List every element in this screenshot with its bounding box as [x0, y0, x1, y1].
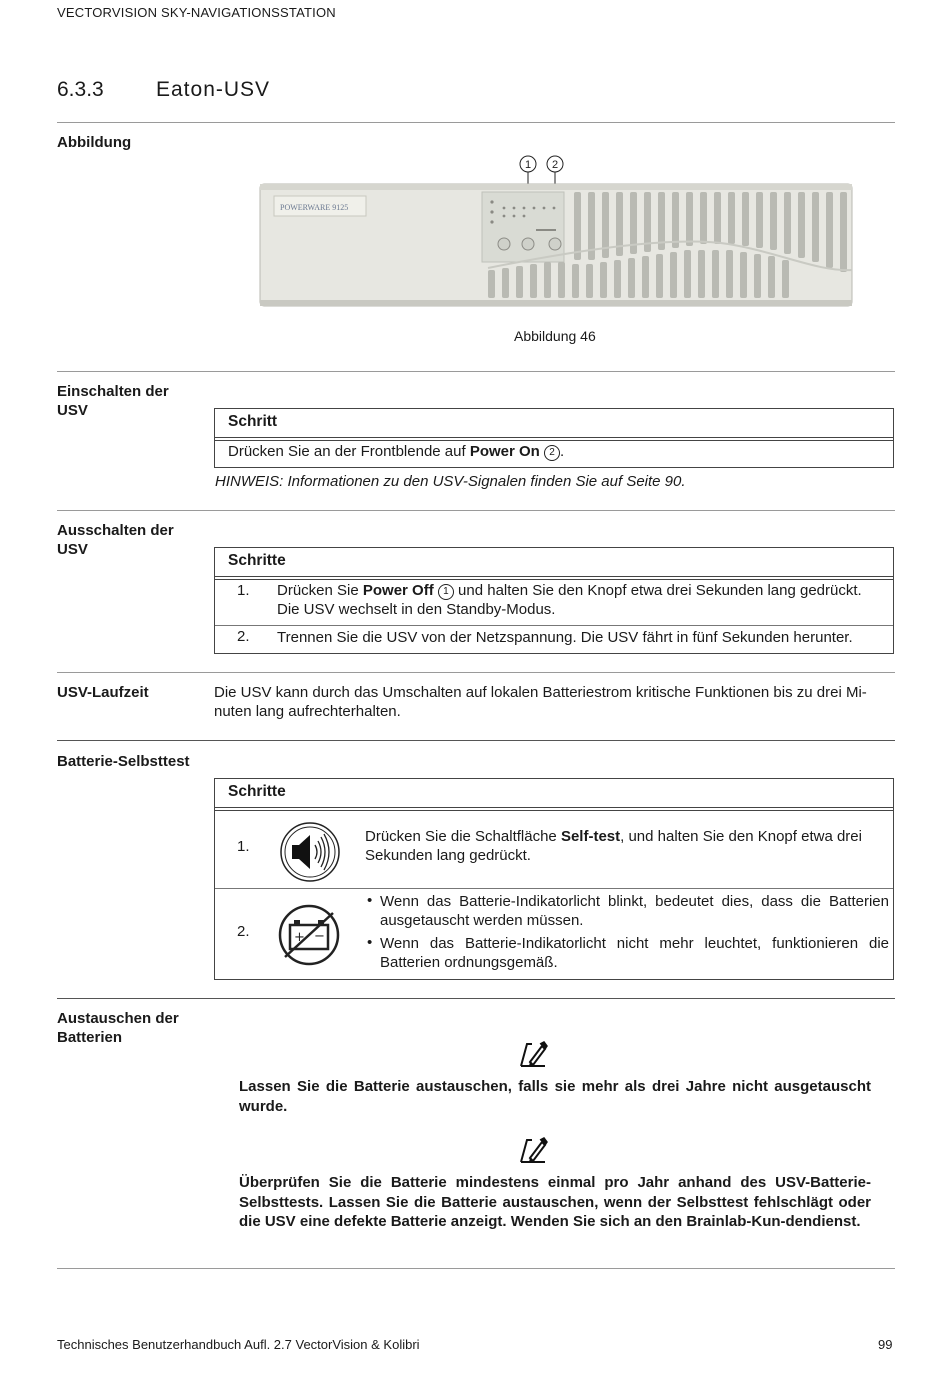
- ups-front-panel-image: [258, 152, 858, 312]
- selftest-table: [214, 778, 894, 980]
- power-off-table: [214, 547, 894, 654]
- replace-label: Austauschen der Batterien: [57, 1010, 179, 1046]
- table-header: Schritt: [228, 413, 278, 430]
- selftest-bullet-1: Wenn das Batterie-Indikatorlicht blinkt, bedeutet dies, dass die Batterien ausgetauscht werden müssen.: [380, 893, 889, 929]
- section-title: Eaton-USV: [156, 78, 271, 101]
- power-off-step-1: Drücken Sie Power Off 1 und halten Sie den Knopf etwa drei Sekunden lang gedrückt. Die USV wechselt in den Standby-Modus.: [277, 582, 862, 618]
- selftest-label: Batterie-Selbsttest: [57, 753, 190, 770]
- step-number: 1.: [237, 838, 250, 855]
- callout-1-text: 1: [524, 159, 532, 171]
- runtime-text: Die USV kann durch das Umschalten auf lokalen Batteriestrom kritische Funktionen bis zu drei Mi- nuten lang aufrechterhalten.: [214, 684, 867, 720]
- note-pencil-icon: [518, 1040, 548, 1068]
- bullet-marker: •: [367, 892, 373, 909]
- step-number: 2.: [237, 628, 250, 645]
- step-number: 1.: [237, 582, 250, 599]
- footer-title: Technisches Benutzerhandbuch Aufl. 2.7 VectorVision & Kolibri: [57, 1337, 420, 1352]
- divider: [57, 122, 895, 123]
- figure-caption: Abbildung 46: [514, 328, 596, 344]
- battery-icon: [277, 903, 341, 967]
- power-off-step-2: Trennen Sie die USV von der Netzspannung. Die USV fährt in fünf Sekunden herunter.: [277, 629, 853, 646]
- running-header: VECTORVISION SKY-NAVIGATIONSSTATION: [57, 5, 336, 20]
- power-on-table: [214, 408, 894, 468]
- note-text-1: Lassen Sie die Batterie austauschen, falls sie mehr als drei Jahre nicht ausgetauscht wurde.: [239, 1078, 871, 1115]
- divider: [57, 740, 895, 741]
- power-on-hint: HINWEIS: Informationen zu den USV-Signalen finden Sie auf Seite 90.: [215, 473, 686, 490]
- figure-label: Abbildung: [57, 134, 132, 151]
- callout-1-inline: 1: [438, 584, 454, 600]
- callout-2-text: 2: [551, 159, 559, 171]
- bullet-marker: •: [367, 934, 373, 951]
- divider: [57, 510, 895, 511]
- svg-text:−: −: [314, 929, 325, 944]
- step-number: 2.: [237, 923, 250, 940]
- runtime-label: USV-Laufzeit: [57, 684, 149, 701]
- callout-2-inline: 2: [544, 445, 560, 461]
- table-header: Schritte: [228, 783, 286, 800]
- page-number: 99: [878, 1337, 893, 1352]
- divider: [57, 998, 895, 999]
- divider: [57, 1268, 895, 1269]
- speaker-icon: [279, 821, 341, 883]
- divider: [57, 672, 895, 673]
- note-text-2: Überprüfen Sie die Batterie mindestens einmal pro Jahr anhand des USV-Batterie-Selbsttests. Lassen Sie die Batterie austauschen, wenn der Selbsttest fehlschlägt oder die USV eine defekte Batterie anzeigt. Wenden Sie sich an den Brainlab-Kun-dendienst.: [239, 1174, 871, 1230]
- note-pencil-icon: [518, 1136, 548, 1164]
- svg-text:+: +: [294, 930, 305, 945]
- table-header: Schritte: [228, 552, 286, 569]
- section-number: 6.3.3: [57, 78, 104, 101]
- brand-text: POWERWARE 9125: [280, 203, 349, 212]
- power-on-label: Einschalten der USV: [57, 383, 169, 419]
- selftest-bullet-2: Wenn das Batterie-Indikatorlicht nicht mehr leuchtet, funktionieren die Batterien ordnungsgemäß.: [380, 935, 889, 971]
- power-on-step: Drücken Sie an der Frontblende auf Power On 2 .: [228, 443, 565, 460]
- divider: [57, 371, 895, 372]
- power-off-label: Ausschalten der USV: [57, 522, 174, 558]
- selftest-step-1: Drücken Sie die Schaltfläche Self-test, und halten Sie den Knopf etwa drei Sekunden lang gedrückt.: [365, 828, 862, 864]
